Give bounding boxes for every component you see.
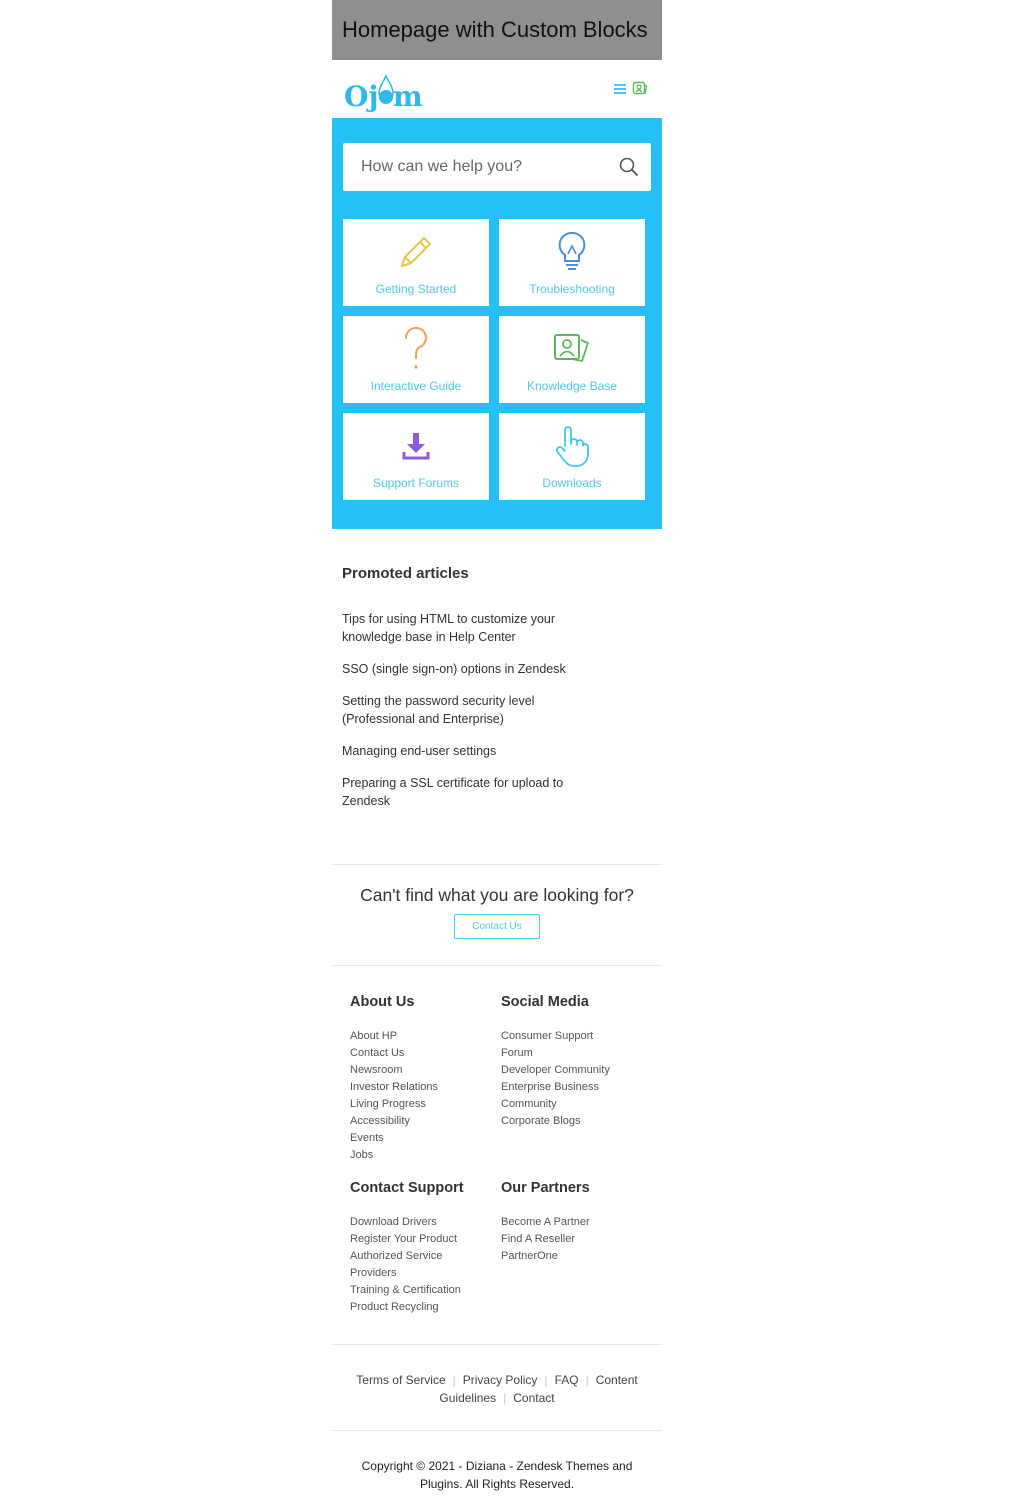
copyright [332, 1431, 662, 1493]
footer-links [332, 966, 662, 1316]
spacer [332, 1316, 662, 1344]
guidelines-word: Guidelines [439, 1391, 497, 1405]
footer-link[interactable]: Developer Community [501, 1064, 610, 1076]
copyright-line-1: Copyright © 2021 - Diziana - Zendesk Themes and [361, 1459, 633, 1473]
footer-link[interactable]: Forum [501, 1047, 533, 1059]
privacy-link[interactable]: Privacy Policy [462, 1373, 538, 1387]
search-input[interactable] [359, 157, 619, 177]
footer-heading: Our Partners [501, 1180, 590, 1196]
footer-heading: Contact Support [350, 1180, 464, 1196]
footer-heading: Social Media [501, 994, 589, 1010]
terms-link[interactable]: Terms of Service [356, 1373, 446, 1387]
footer-partners [501, 1180, 641, 1316]
footer-link[interactable]: Authorized Service [350, 1250, 443, 1262]
contact-cta [332, 865, 662, 965]
search-bar [343, 143, 651, 191]
hero-section [332, 118, 662, 529]
footer-social [501, 994, 641, 1164]
article-link[interactable]: Preparing a SSL certificate for upload to Zendesk [342, 776, 564, 808]
block-label: Getting Started [375, 282, 457, 296]
block-label: Support Forums [372, 476, 460, 490]
footer-link[interactable]: Find A Reseller [501, 1233, 575, 1245]
footer-link[interactable]: Community [501, 1098, 557, 1110]
spacer [332, 824, 662, 864]
footer-link[interactable]: Jobs [350, 1149, 374, 1161]
article-link[interactable]: SSO (single sign-on) options in Zendesk [342, 662, 566, 676]
category-blocks [343, 219, 651, 500]
page-caption-banner [332, 0, 662, 60]
faq-link[interactable]: FAQ [554, 1373, 579, 1387]
footer-link[interactable]: Contact Us [350, 1047, 405, 1059]
contact-card-icon [552, 332, 592, 366]
footer-link[interactable]: Training & Certification [350, 1284, 461, 1296]
promoted-title: Promoted articles [342, 565, 469, 582]
banner-title: Homepage with Custom Blocks [342, 17, 648, 42]
article-link[interactable]: Setting the password security level (Professional and Enterprise) [342, 694, 535, 726]
footer-about [350, 994, 501, 1164]
brand-logo[interactable] [344, 66, 424, 112]
pencil-icon [396, 232, 436, 272]
block-label: Knowledge Base [526, 379, 618, 393]
cta-title: Can't find what you are looking for? [360, 885, 634, 905]
footer-link[interactable]: Living Progress [350, 1098, 426, 1110]
footer-link[interactable]: Accessibility [350, 1115, 410, 1127]
page-frame [332, 0, 662, 1498]
pointer-hand-icon [552, 424, 592, 468]
block-knowledge-base[interactable] [499, 316, 645, 403]
article-link[interactable]: Tips for using HTML to customize your knowledge base in Help Center [342, 612, 556, 644]
block-label: Interactive Guide [370, 379, 462, 393]
menu-icon[interactable] [614, 84, 626, 94]
download-icon [401, 430, 431, 462]
top-header [332, 60, 662, 118]
svg-text:Oj: Oj [344, 80, 379, 112]
header-actions [614, 81, 648, 97]
footer-link[interactable]: Providers [350, 1267, 397, 1279]
block-support-forums[interactable] [343, 413, 489, 500]
footer-link[interactable]: PartnerOne [501, 1250, 558, 1262]
block-label: Downloads [542, 476, 602, 490]
lightbulb-icon [556, 230, 588, 274]
content-word: Content [595, 1373, 638, 1387]
footer-link[interactable]: Register Your Product [350, 1233, 458, 1245]
block-interactive-guide[interactable] [343, 316, 489, 403]
user-card-icon[interactable] [632, 81, 648, 97]
block-label: Troubleshooting [529, 282, 615, 296]
contact-link[interactable]: Contact [513, 1391, 555, 1405]
footer-heading: About Us [350, 994, 415, 1010]
copyright-line-2: Plugins. All Rights Reserved. [419, 1477, 575, 1491]
drop-logo-icon [344, 72, 424, 112]
promoted-articles [332, 529, 662, 810]
block-downloads[interactable] [499, 413, 645, 500]
legal-links: Terms of Service | Privacy Policy | FAQ | Content Guidelines | Contact [356, 1373, 638, 1405]
footer-link[interactable]: Consumer Support [501, 1030, 594, 1042]
footer-link[interactable]: Investor Relations [350, 1081, 439, 1093]
footer-link[interactable]: Product Recycling [350, 1301, 439, 1313]
footer-link[interactable]: Newsroom [350, 1064, 403, 1076]
question-mark-icon [401, 326, 431, 372]
contact-us-button[interactable]: Contact Us [454, 914, 539, 939]
article-link[interactable]: Managing end-user settings [342, 744, 497, 758]
search-icon[interactable] [619, 157, 639, 177]
footer-support [350, 1180, 501, 1316]
footer-link[interactable]: About HP [350, 1030, 398, 1042]
footer-link[interactable]: Enterprise Business [501, 1081, 599, 1093]
svg-text:m: m [393, 80, 423, 112]
block-troubleshooting[interactable] [499, 219, 645, 306]
footer-link[interactable]: Corporate Blogs [501, 1115, 581, 1127]
footer-link[interactable]: Become A Partner [501, 1216, 590, 1228]
footer-link[interactable]: Download Drivers [350, 1216, 437, 1228]
block-getting-started[interactable] [343, 219, 489, 306]
footer-link[interactable]: Events [350, 1132, 384, 1144]
